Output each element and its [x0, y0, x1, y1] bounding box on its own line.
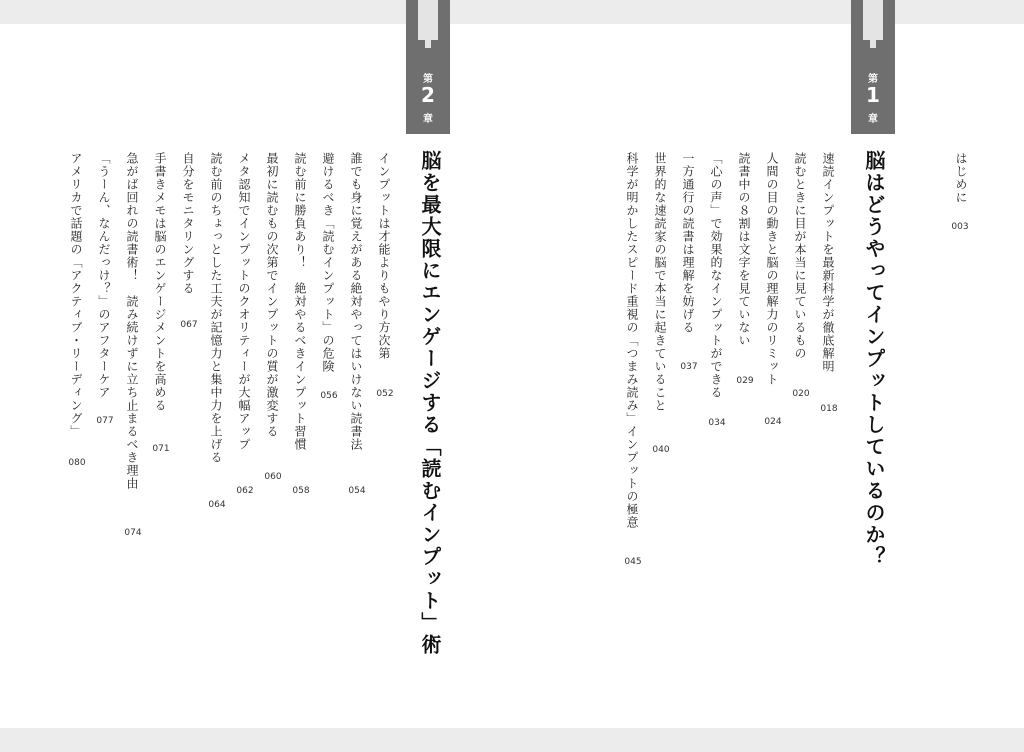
- toc-page: 029: [736, 376, 754, 386]
- toc-page: 058: [292, 486, 310, 496]
- chapter-2-tab-suffix: 章: [423, 114, 433, 125]
- toc-page: 056: [320, 391, 338, 401]
- toc-item: 手書きメモは脳のエンゲージメントを高める: [153, 152, 167, 412]
- chapter-1-tab-prefix: 第: [868, 74, 878, 85]
- chapter-1-tab: [851, 0, 895, 134]
- toc-item: 避けるべき「読むインプット」の危険: [321, 152, 335, 373]
- toc-page: 077: [96, 416, 114, 426]
- toc-page: 062: [236, 486, 254, 496]
- toc-page: 074: [124, 528, 142, 538]
- chapter-2-tab: [406, 0, 450, 134]
- intro-title: はじめに: [954, 152, 968, 204]
- toc-page: 020: [792, 389, 810, 399]
- tab-notch: [418, 0, 438, 40]
- toc-item: 「うーん、なんだっけ？」のアフターケア: [97, 152, 111, 399]
- chapter-1-tab-suffix: 章: [868, 114, 878, 125]
- toc-page: 018: [820, 404, 838, 414]
- toc-item: 誰でも身に覚えがある絶対やってはいけない読書法: [349, 152, 363, 451]
- toc-item: 科学が明かしたスピード重視の「つまみ読み」インプットの極意: [625, 152, 639, 529]
- toc-item: インプットは才能よりもやり方次第: [377, 152, 391, 360]
- bottom-band: [0, 728, 1024, 752]
- chapter-1-title: 脳はどうやってインプットしているのか？: [862, 150, 886, 568]
- toc-page: 024: [764, 417, 782, 427]
- toc-page: 071: [152, 444, 170, 454]
- toc-item: 読む前に勝負あり！ 絶対やるべきインプット習慣: [293, 152, 307, 451]
- toc-item: 一方通行の読書は理解を妨げる: [681, 152, 695, 334]
- toc-item: 読むときに目が本当に見ているもの: [793, 152, 807, 360]
- intro-page: 003: [951, 222, 969, 232]
- toc-page: 037: [680, 362, 698, 372]
- toc-item: アメリカで話題の「アクティブ・リーディング」: [69, 152, 83, 438]
- toc-item: 読む前のちょっとした工夫が記憶力と集中力を上げる: [209, 152, 223, 464]
- toc-item: 速読インプットを最新科学が徹底解明: [821, 152, 835, 373]
- toc-page: 064: [208, 500, 226, 510]
- toc-item: 人間の目の動きと脳の理解力のリミット: [765, 152, 779, 386]
- toc-page: 054: [348, 486, 366, 496]
- toc-page: 067: [180, 320, 198, 330]
- chapter-2-tab-number: 2: [421, 83, 435, 107]
- chapter-2-title: 脳を最大限にエンゲージする「読むインプット」術: [418, 150, 442, 656]
- tab-notch: [863, 0, 883, 40]
- toc-page: 045: [624, 557, 642, 567]
- toc-item: 「心の声」で効果的なインプットができる: [709, 152, 723, 399]
- toc-item: 世界的な速読家の脳で本当に起きていること: [653, 152, 667, 412]
- toc-page: 080: [68, 458, 86, 468]
- toc-item: 最初に読むもの次第でインプットの質が激変する: [265, 152, 279, 438]
- toc-item: 読書中の８割は文字を見ていない: [737, 152, 751, 347]
- chapter-1-tab-number: 1: [866, 83, 880, 107]
- toc-item: メタ認知でインプットのクオリティーが大幅アップ: [237, 152, 251, 451]
- toc-page: 034: [708, 418, 726, 428]
- toc-item: 急がば回れの読書術！ 読み続けずに立ち止まるべき理由: [125, 152, 139, 490]
- toc-page: 060: [264, 472, 282, 482]
- toc-item: 自分をモニタリングする: [181, 152, 195, 295]
- toc-page: 040: [652, 445, 670, 455]
- chapter-2-tab-prefix: 第: [423, 74, 433, 85]
- toc-page: 052: [376, 389, 394, 399]
